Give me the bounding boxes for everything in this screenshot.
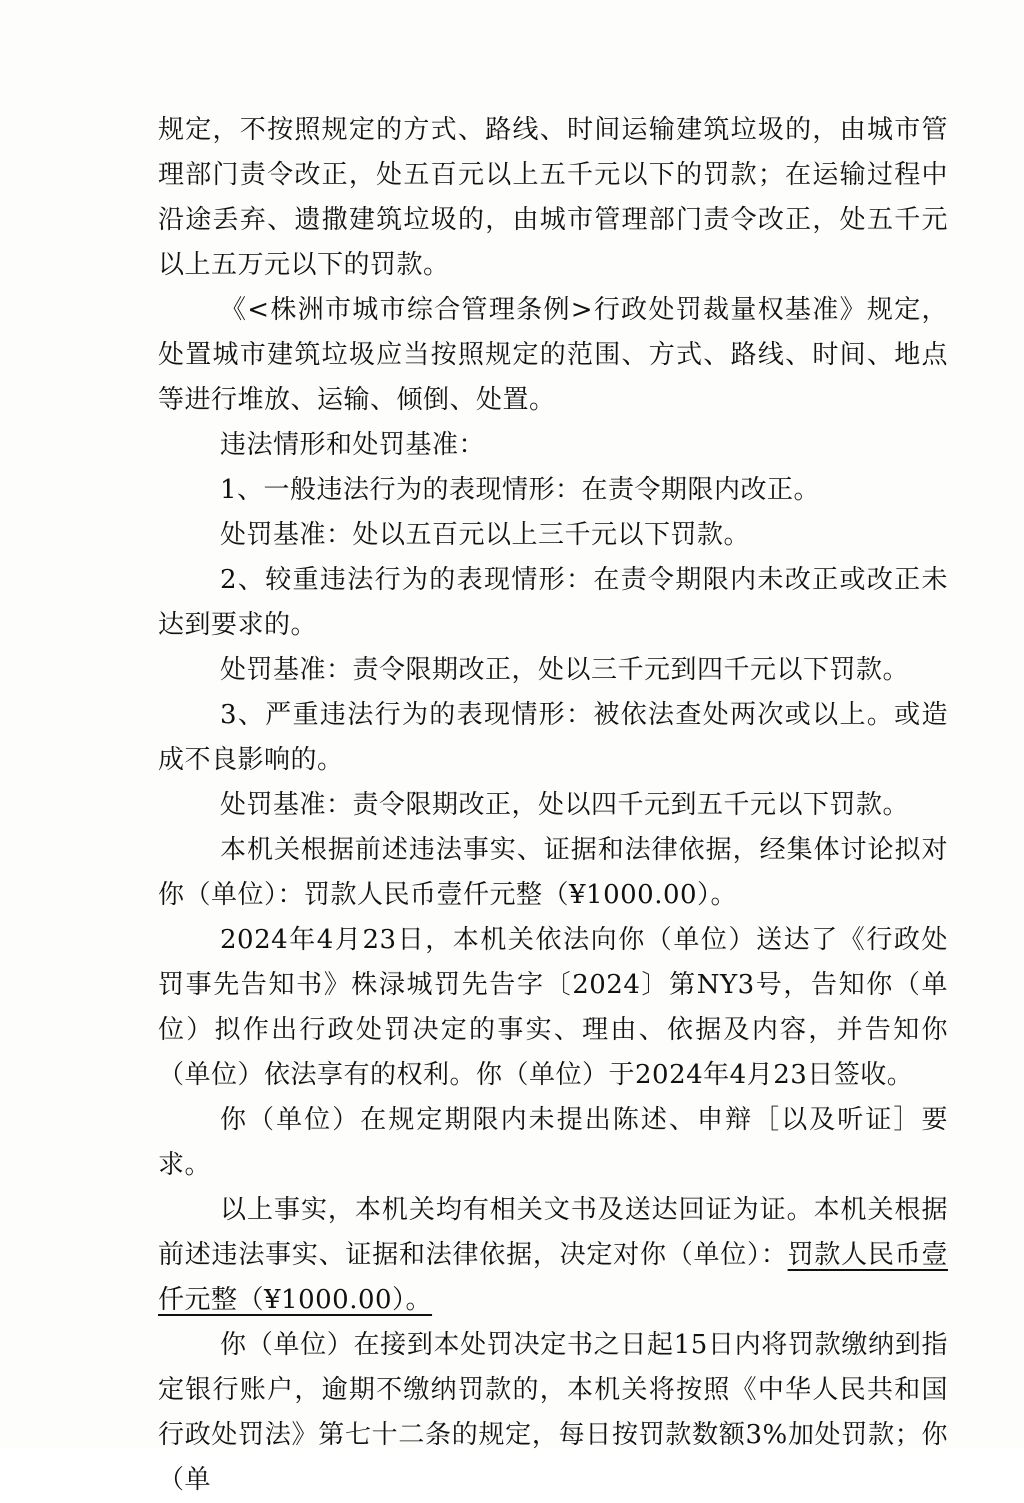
paragraph-10: 本机关根据前述违法事实、证据和法律依据，经集体讨论拟对你（单位）：罚款人民币壹仟元整（¥1000.00）。 [158,835,948,910]
paragraph-7: 处罚基准：责令限期改正，处以三千元到四千元以下罚款。 [220,655,910,685]
decision-penalty-text: 罚款人民币壹仟元整（¥1000.00）。 [158,1240,948,1315]
paragraph-4: 1、一般违法行为的表现情形：在责令期限内改正。 [220,475,821,505]
paragraph-12: 你（单位）在规定期限内未提出陈述、申辩［以及听证］要求。 [158,1105,948,1180]
paragraph-9: 处罚基准：责令限期改正，处以四千元到五千元以下罚款。 [220,790,910,820]
paragraph-5: 处罚基准：处以五百元以上三千元以下罚款。 [220,520,751,550]
paragraph-1: 规定，不按照规定的方式、路线、时间运输建筑垃圾的，由城市管理部门责令改正，处五百元以上五千元以下的罚款；在运输过程中沿途丢弃、遗撒建筑垃圾的，由城市管理部门责令改正，处五千元以上五万元以下的罚款。 [158,115,948,280]
decision-lead-text: 以上事实，本机关均有相关文书及送达回证为证。本机关根据前述违法事实、证据和法律依据，决定对你（单位）： [158,1195,948,1270]
paragraph-6: 2、较重违法行为的表现情形：在责令期限内未改正或改正未达到要求的。 [158,565,948,640]
paragraph-13 [158,1188,948,1323]
paragraph-14: 你（单位）在接到本处罚决定书之日起15日内将罚款缴纳到指定银行账户，逾期不缴纳罚款的，本机关将按照《中华人民共和国行政处罚法》第七十二条的规定，每日按罚款数额3%加处罚款；你（单 [158,1330,948,1495]
paragraph-2: 《<株洲市城市综合管理条例>行政处罚裁量权基准》规定，处置城市建筑垃圾应当按照规定的范围、方式、路线、时间、地点等进行堆放、运输、倾倒、处置。 [158,295,948,415]
paragraph-11: 2024年4月23日，本机关依法向你（单位）送达了《行政处罚事先告知书》株渌城罚先告字〔2024〕第NY3号，告知你（单位）拟作出行政处罚决定的事实、理由、依据及内容，并告知你（单位）依法享有的权利。你（单位）于2024年4月23日签收。 [158,925,948,1090]
paragraph-8: 3、严重违法行为的表现情形：被依法查处两次或以上。或造成不良影响的。 [158,700,948,775]
document-body [158,108,948,1503]
paragraph-3: 违法情形和处罚基准： [220,430,486,460]
